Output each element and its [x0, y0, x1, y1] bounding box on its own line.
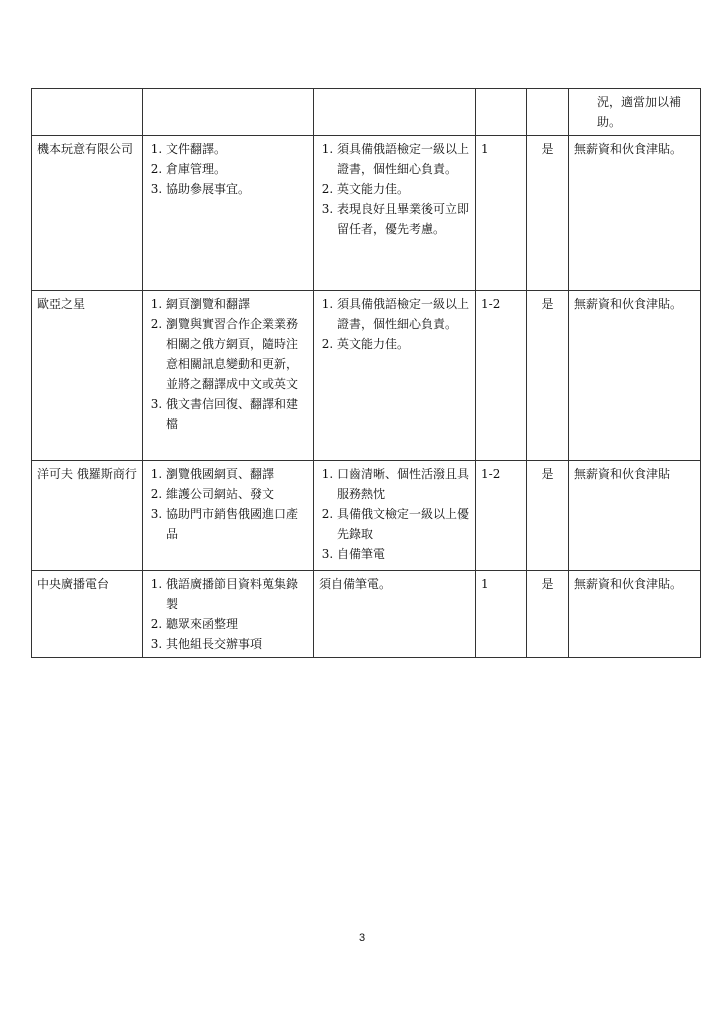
page-number: 3 [358, 932, 366, 944]
table-row-continued [32, 89, 701, 136]
cell-count [476, 571, 527, 658]
duties-list [148, 139, 308, 199]
cell-company [32, 291, 143, 461]
duties-list [148, 464, 308, 544]
list-item: 2. 聽眾來函整理 [166, 614, 308, 634]
count-value: 1 [481, 577, 489, 591]
cell-company [32, 136, 143, 291]
cell-count [476, 136, 527, 291]
duties-list [148, 294, 308, 434]
benefit-text: 無薪資和伙食津貼。 [574, 297, 683, 311]
list-item: 3. 自備筆電 [337, 544, 470, 564]
benefit-text: 無薪資和伙食津貼 [574, 467, 671, 481]
cell-approved [527, 291, 569, 461]
cell-benefit [569, 136, 701, 291]
cell-requirements [314, 291, 476, 461]
cell-approved [527, 89, 569, 136]
count-value: 1-2 [481, 467, 501, 481]
cell-count [476, 291, 527, 461]
cell-duties [143, 461, 314, 571]
cell-duties [143, 136, 314, 291]
company-name: 洋可夫 俄羅斯商行 [37, 467, 137, 481]
table-row [32, 136, 701, 291]
list-item: 2. 維護公司網站、發文 [166, 484, 308, 504]
list-item: 2. 具備俄文檢定一級以上優先錄取 [337, 504, 470, 544]
cell-benefit [569, 291, 701, 461]
benefit-text: 無薪資和伙食津貼。 [574, 142, 683, 156]
table-row [32, 571, 701, 658]
table-row [32, 291, 701, 461]
list-item: 1. 須具備俄語檢定一級以上證書，個性細心負責。 [337, 294, 470, 334]
list-item: 1. 瀏覽俄國網頁、翻譯 [166, 464, 308, 484]
benefit-text: 無薪資和伙食津貼。 [574, 577, 683, 591]
cell-company [32, 89, 143, 136]
list-item: 2. 倉庫管理。 [166, 159, 308, 179]
requirements-list [319, 464, 470, 564]
approved-value: 是 [541, 142, 554, 156]
cell-benefit [569, 461, 701, 571]
cell-benefit [569, 571, 701, 658]
approved-value: 是 [541, 297, 554, 311]
requirements-text: 須自備筆電。 [319, 577, 392, 591]
count-value: 1 [481, 142, 489, 156]
cell-requirements [314, 136, 476, 291]
approved-value: 是 [541, 577, 554, 591]
internship-table [31, 88, 701, 658]
list-item: 1. 口齒清晰、個性活潑且具服務熱忱 [337, 464, 470, 504]
cell-requirements [314, 571, 476, 658]
requirements-list [319, 139, 470, 239]
cell-count [476, 461, 527, 571]
approved-value: 是 [541, 467, 554, 481]
list-item: 3. 表現良好且畢業後可立即留任者，優先考慮。 [337, 199, 470, 239]
list-item: 1. 俄語廣播節目資料蒐集錄製 [166, 574, 308, 614]
list-item: 2. 瀏覽與實習合作企業業務相關之俄方網頁，隨時注意相關訊息變動和更新，並將之翻譯成中文或英文 [166, 314, 308, 394]
cell-benefit [569, 89, 701, 136]
list-item: 1. 網頁瀏覽和翻譯 [166, 294, 308, 314]
cell-requirements [314, 89, 476, 136]
cell-approved [527, 571, 569, 658]
cell-company [32, 571, 143, 658]
list-item: 2. 英文能力佳。 [337, 179, 470, 199]
cell-count [476, 89, 527, 136]
requirements-list [319, 294, 470, 354]
company-name: 中央廣播電台 [37, 577, 110, 591]
cell-company [32, 461, 143, 571]
list-item: 3. 其他組長交辦事項 [166, 634, 308, 654]
list-item: 3. 協助門市銷售俄國進口產品 [166, 504, 308, 544]
list-item: 1. 須具備俄語檢定一級以上證書，個性細心負責。 [337, 139, 470, 179]
cell-approved [527, 136, 569, 291]
company-name: 機本玩意有限公司 [37, 142, 134, 156]
count-value: 1-2 [481, 297, 501, 311]
cell-approved [527, 461, 569, 571]
table-row [32, 461, 701, 571]
benefit-text: 況，適當加以補助。 [597, 95, 682, 129]
cell-duties [143, 291, 314, 461]
list-item: 3. 協助參展事宜。 [166, 179, 308, 199]
list-item: 1. 文件翻譯。 [166, 139, 308, 159]
cell-duties [143, 571, 314, 658]
list-item: 3. 俄文書信回復、翻譯和建檔 [166, 394, 308, 434]
cell-requirements [314, 461, 476, 571]
cell-duties [143, 89, 314, 136]
company-name: 歐亞之星 [37, 297, 86, 311]
list-item: 2. 英文能力佳。 [337, 334, 470, 354]
duties-list [148, 574, 308, 654]
